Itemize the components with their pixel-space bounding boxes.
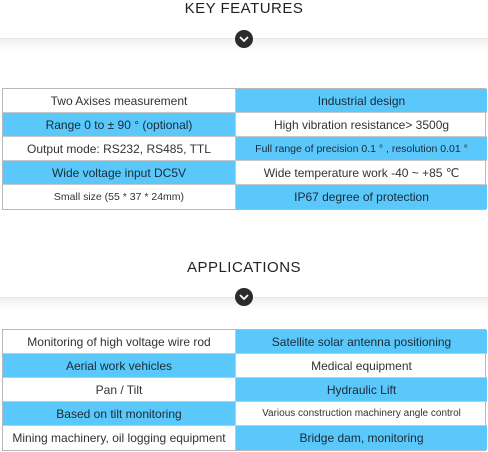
feature-cell: Full range of precision 0.1 ° , resolution 0.01 ° — [236, 137, 487, 161]
feature-cell: Two Axises measurement — [3, 89, 236, 113]
application-cell: Aerial work vehicles — [3, 354, 236, 378]
feature-cell: Range 0 to ± 90 ° (optional) — [3, 113, 236, 137]
feature-cell: Output mode: RS232, RS485, TTL — [3, 137, 236, 161]
key-features-table — [2, 88, 486, 210]
feature-cell: Small size (55 * 37 * 24mm) — [3, 185, 236, 209]
chevron-down-icon[interactable] — [235, 288, 253, 306]
application-cell: Various construction machinery angle control — [236, 402, 487, 426]
application-cell: Satellite solar antenna positioning — [236, 330, 487, 354]
application-cell: Medical equipment — [236, 354, 487, 378]
feature-cell: High vibration resistance> 3500g — [236, 113, 487, 137]
application-cell: Pan / Tilt — [3, 378, 236, 402]
feature-cell: Wide voltage input DC5V — [3, 161, 236, 185]
application-cell: Based on tilt monitoring — [3, 402, 236, 426]
feature-cell: Industrial design — [236, 89, 487, 113]
key-features-title: KEY FEATURES — [184, 0, 304, 17]
applications-table — [2, 329, 486, 451]
chevron-down-icon[interactable] — [235, 30, 253, 48]
application-cell: Monitoring of high voltage wire rod — [3, 330, 236, 354]
feature-cell: IP67 degree of protection — [236, 185, 487, 209]
applications-title: APPLICATIONS — [186, 259, 302, 276]
application-cell: Mining machinery, oil logging equipment — [3, 426, 236, 450]
application-cell: Hydraulic Lift — [236, 378, 487, 402]
feature-cell: Wide temperature work -40 ~ +85 ℃ — [236, 161, 487, 185]
application-cell: Bridge dam, monitoring — [236, 426, 487, 450]
